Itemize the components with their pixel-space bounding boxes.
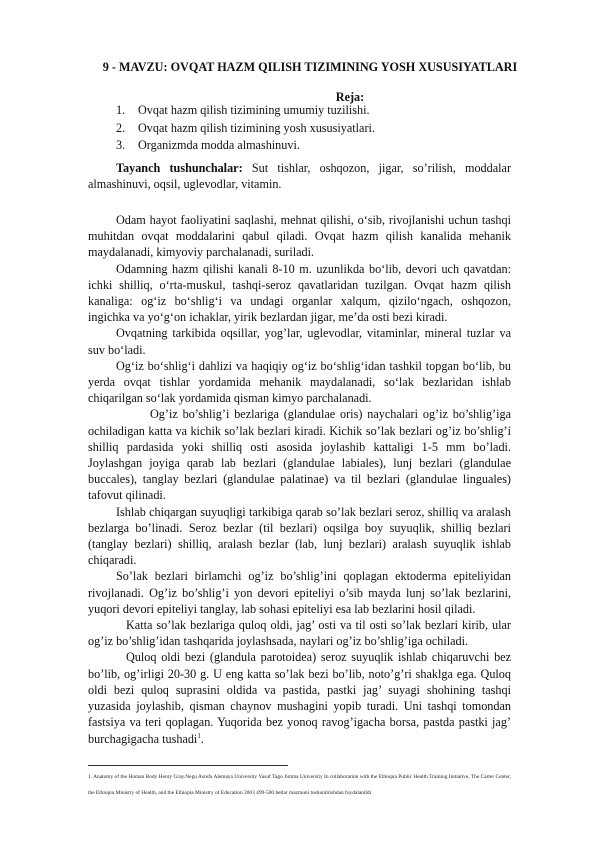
key-concepts-text: Sut tishlar, oshqozon, jigar, so’rilish, moddalar almashinuvi, oqsil, uglevodlar, vitamin.: [88, 161, 511, 192]
plan-item-text: Organizmda modda almashinuvi.: [138, 138, 300, 152]
body-text: [88, 212, 511, 747]
footnote-divider: [88, 765, 288, 766]
plan-item: [116, 137, 375, 155]
plan-item-number: 3.: [116, 138, 126, 152]
plan-heading: Reja:: [335, 90, 365, 104]
key-concepts-label: Tayanch tushunchalar:: [116, 161, 243, 175]
plan-item-text: Ovqat hazm qilish tizimining yosh xususiyatlari.: [138, 120, 375, 135]
paragraph-text: Quloq oldi bezi (glandula parotoidea) seroz suyuqlik ishlab chiqaruvchi bez bo’lib, og’irligi 20-30 g. U eng katta so’lak bezi bo’lib, noto’g’ri shaklga ega. Quloq oldi bezi quloq suprasini oldida va pastida, pastki jag’ suyagi shohining tashqi yuzasida joylashib, qisman chaynov mushagini yopib turadi. Uni tashqi tomondan fastsiya va teri qoplagan. Yuqorida bez yonoq ravog’igacha borsa, pastda pastki jag’ burchagigacha tushadi: [88, 650, 511, 746]
paragraph: Ishlab chiqargan suyuqligi tarkibiga qarab so’lak bezlari seroz, shilliq va aralash bezlarga bo’linadi. Seroz bezlar (til bezlari) oqsilga boy suyuqlik, shilliq bezlari (tanglay bezlari) shilliq, aralash bezlar (lab, lunj bezlari) aralash suyuqlik ishlab chiqaradi.: [88, 504, 511, 568]
plan-item: [116, 102, 375, 120]
footnote-marker: 1: [197, 731, 201, 740]
page-title: 9 - MAVZU: OVQAT HAZM QILISH TIZIMINING YOSH XUSUSIYATLARI: [102, 60, 518, 74]
paragraph: Odam hayot faoliyatini saqlashi, mehnat qilishi, o‘sib, rivojlanishi uchun tashqi muhitdan ovqat moddalarini qabul qiladi. Ovqat hazm qilish kanalida mehanik maydalanadi, kimyoviy parchalanadi, suriladi.: [88, 213, 511, 260]
plan-item-text: Ovqat hazm qilish tizimining umumiy tuzilishi.: [138, 103, 370, 117]
paragraph: So’lak bezlari birlamchi og’iz bo’shlig’ini qoplagan ektoderma epiteliyidan rivojlanadi. Og’iz bo’shlig’i yon devori epiteliyi o’sib mayda lunj so’lak bezlarini, yuqori devori epiteliyi tanglay, lab sohasi epiteliyi esa lab bezlarini hosil qiladi.: [88, 569, 511, 616]
plan-item-number: 1.: [116, 103, 126, 117]
paragraph: Quloq oldi bezi (glandula parotoidea) seroz suyuqlik ishlab chiqaruvchi bez bo’lib, og’irligi 20-30 g. U eng katta so’lak bezi bo’lib, noto’g’ri shaklga ega. Quloq oldi bezi quloq suprasini oldida va pastida, pastki jag’ suyagi shohining tashqi yuzasida joylashib, qisman chaynov mushagini yopib turadi. Uni tashqi tomondan fastsiya va teri qoplagan. Yuqorida bez yonoq ravog’igacha borsa, pastda pastki jag’ burchagigacha tushadi$^1$.: [88, 650, 511, 746]
paragraph: Ovqatning tarkibida oqsillar, yog’lar, uglevodlar, vitaminlar, mineral tuzlar va suv bo‘ladi.: [88, 326, 511, 357]
paragraph: Og‘iz bo‘shlig‘i dahlizi va haqiqiy og‘iz bo‘shlig‘idan tashkil topgan bo‘lib, bu yerda ovqat tishlar yordamida mehanik maydalanadi, so‘lak bezlaridan ishlab chiqarilgan so‘lak yordamida qisman kimyo parchalanadi.: [88, 358, 511, 406]
plan-item-number: 2.: [116, 120, 126, 135]
plan-item: [116, 120, 375, 138]
footnote: 1. Anatomy of the Human Body Henry Gray.Negu Asrefa Alemaya University Yusuf Tago Jimma University In collaboration with the Ethiopia Public Health Training Initiative, The Carter Center, the Ethiopia Ministry of Health, and the Ethiopia Ministry of Education 2003 499-500 betlar mazmuni tushuntirishdan foydalanildi: [88, 774, 511, 796]
paragraph: Og’iz bo’shlig’i bezlariga (glandulae oris) naychalari og’iz bo’shlig’iga ochiladigan katta va kichik so’lak bezlari kiradi. Kichik so’lak bezlari og’iz bo’shlig’i shilliq pardasida yoki shilliq osti asosida joylashib kattaligi 1-5 mm bo’ladi. Joylashgan joyiga qarab lab bezlari (glandulae labiales), lunj bezlari (glandulae buccales), tanglay bezlari (glandulae palatinae) va til bezlari (glandulae linguales) tafovut qilinadi.: [88, 407, 511, 503]
paragraph: Katta so’lak bezlariga quloq oldi, jag’ osti va til osti so’lak bezlari kirib, ular og’iz bo’shlig’idan tashqarida joylashsada, naylari og’iz bo’shlig’iga ochiladi.: [88, 618, 511, 649]
paragraph: Odamning hazm qilishi kanali 8-10 m. uzunlikda bo‘lib, devori uch qavatdan: ichki shilliq, o‘rta-muskul, tashqi-seroz qavatlaridan tuzilgan. Ovqat hazm qilish kanaliga: og‘iz bo‘shlig‘i va undagi organlar xalqum, qizilo‘ngach, oshqozon, ingichka va yo‘g‘on ichaklar, yirik bezlardan jigar, me’da osti bezi kiradi.: [88, 261, 511, 325]
key-concepts: [88, 160, 511, 192]
plan-list: [116, 102, 375, 155]
